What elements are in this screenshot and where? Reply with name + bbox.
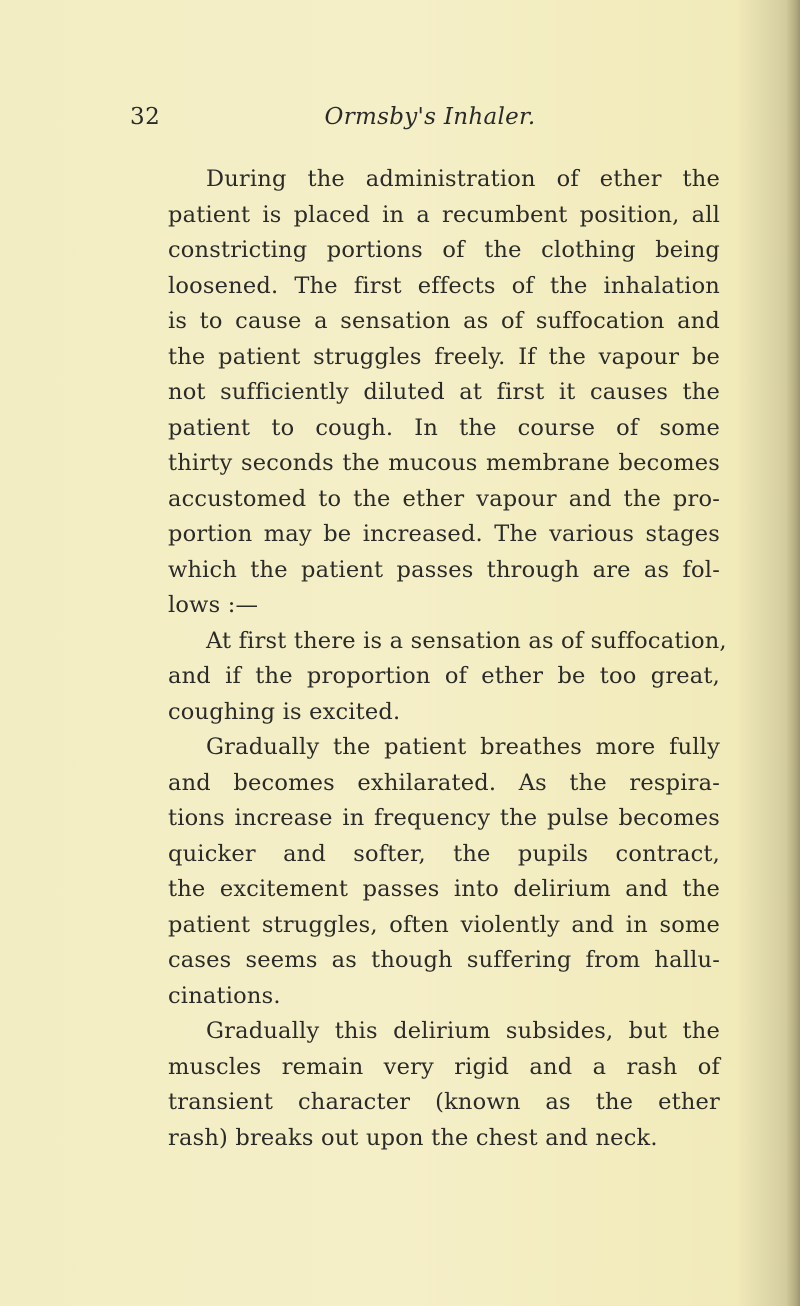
text-line: lows :— xyxy=(168,592,259,618)
text-line: which the patient passes through are as fol- xyxy=(168,556,720,583)
paragraph xyxy=(130,162,720,624)
text-line: is to cause a sensation as of suffocation and xyxy=(168,308,720,334)
text-line: the patient struggles freely. If the vapour be xyxy=(168,343,720,370)
text-line: the excitement passes into delirium and the xyxy=(168,876,720,902)
text-line: Gradually this delirium subsides, but the xyxy=(206,1018,720,1044)
paragraph xyxy=(130,730,720,1014)
text-line: thirty seconds the mucous membrane becomes xyxy=(168,450,720,476)
text-line: transient character (known as the ether xyxy=(168,1089,720,1115)
text-line: loosened. The first effects of the inhalation xyxy=(168,272,720,299)
text-line: patient struggles, often violently and in some xyxy=(168,911,720,938)
paragraph xyxy=(130,624,727,731)
text-line: muscles remain very rigid and a rash of xyxy=(168,1053,720,1080)
text-line: and if the proportion of ether be too great, xyxy=(168,663,720,689)
text-line: At first there is a sensation as of suffocation, xyxy=(206,627,727,654)
text-line: quicker and softer, the pupils contract, xyxy=(168,840,720,867)
page-number: 32 xyxy=(130,104,161,130)
text-line: patient is placed in a recumbent position, all xyxy=(168,201,720,228)
text-line: During the administration of ether the xyxy=(206,166,720,192)
paragraph xyxy=(130,1014,720,1156)
running-title: Ormsby's Inhaler. xyxy=(324,104,536,130)
text-line: constricting portions of the clothing being xyxy=(168,237,720,263)
text-line: portion may be increased. The various stages xyxy=(168,521,720,547)
text-line: cinations. xyxy=(168,982,281,1009)
text-line: tions increase in frequency the pulse becomes xyxy=(168,805,720,831)
page-header xyxy=(130,104,730,144)
text-line: patient to cough. In the course of some xyxy=(168,414,720,441)
body-text xyxy=(130,162,727,1156)
text-line: not sufficiently diluted at first it causes the xyxy=(168,379,720,405)
text-line: cases seems as though suffering from hallu- xyxy=(168,947,720,973)
text-line: rash) breaks out upon the chest and neck. xyxy=(168,1124,658,1151)
text-line: accustomed to the ether vapour and the pro- xyxy=(168,485,720,512)
text-line: and becomes exhilarated. As the respira- xyxy=(168,769,720,796)
page-edge-shadow xyxy=(786,0,800,1306)
text-line: coughing is excited. xyxy=(168,698,401,725)
text-line: Gradually the patient breathes more fully xyxy=(206,734,720,760)
